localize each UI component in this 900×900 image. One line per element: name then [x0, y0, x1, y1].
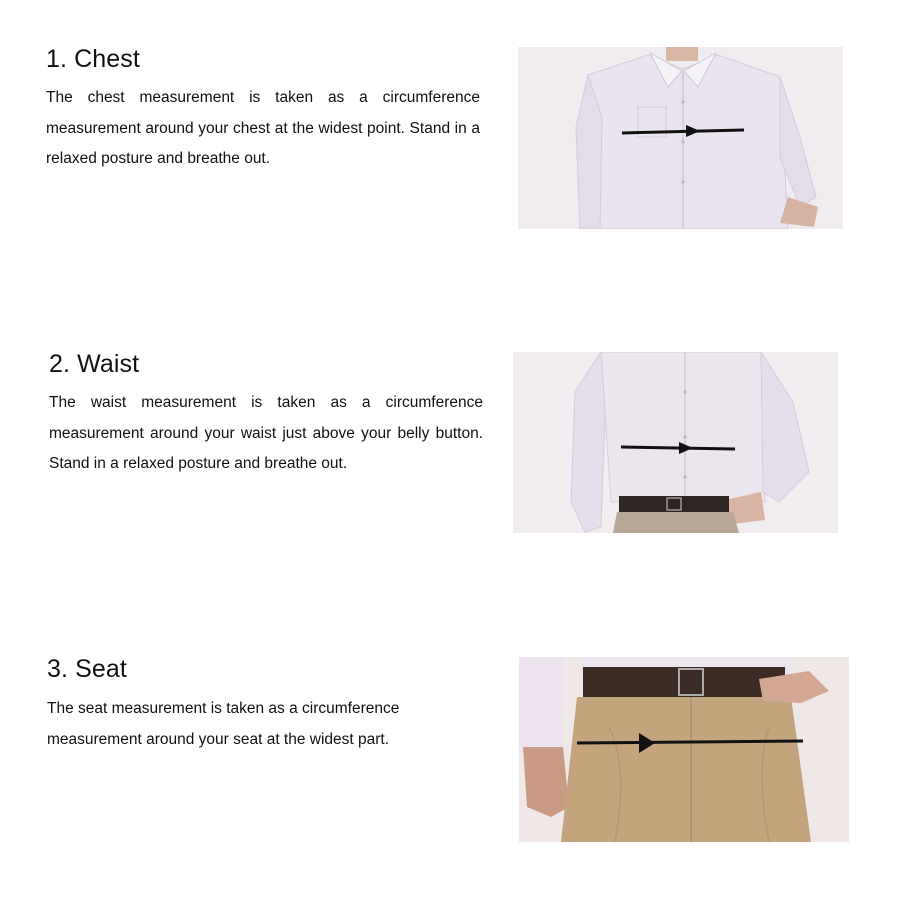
chest-description: The chest measurement is taken as a circumference measurement around your chest at the widest point. Stand in a relaxed posture and breathe out. [46, 89, 480, 167]
seat-description: The seat measurement is taken as a circumference measurement around your seat at the widest part. [47, 700, 400, 748]
waist-description: The waist measurement is taken as a circumference measurement around your waist just above your belly button. Stand in a relaxed posture and breathe out. [49, 394, 483, 472]
seat-heading: 3. Seat [47, 655, 127, 683]
chest-heading: 1. Chest [46, 45, 140, 73]
waist-measurement-photo [513, 352, 838, 533]
seat-measurement-photo [519, 657, 849, 842]
chest-measurement-photo [518, 47, 843, 229]
waist-heading: 2. Waist [49, 350, 140, 378]
